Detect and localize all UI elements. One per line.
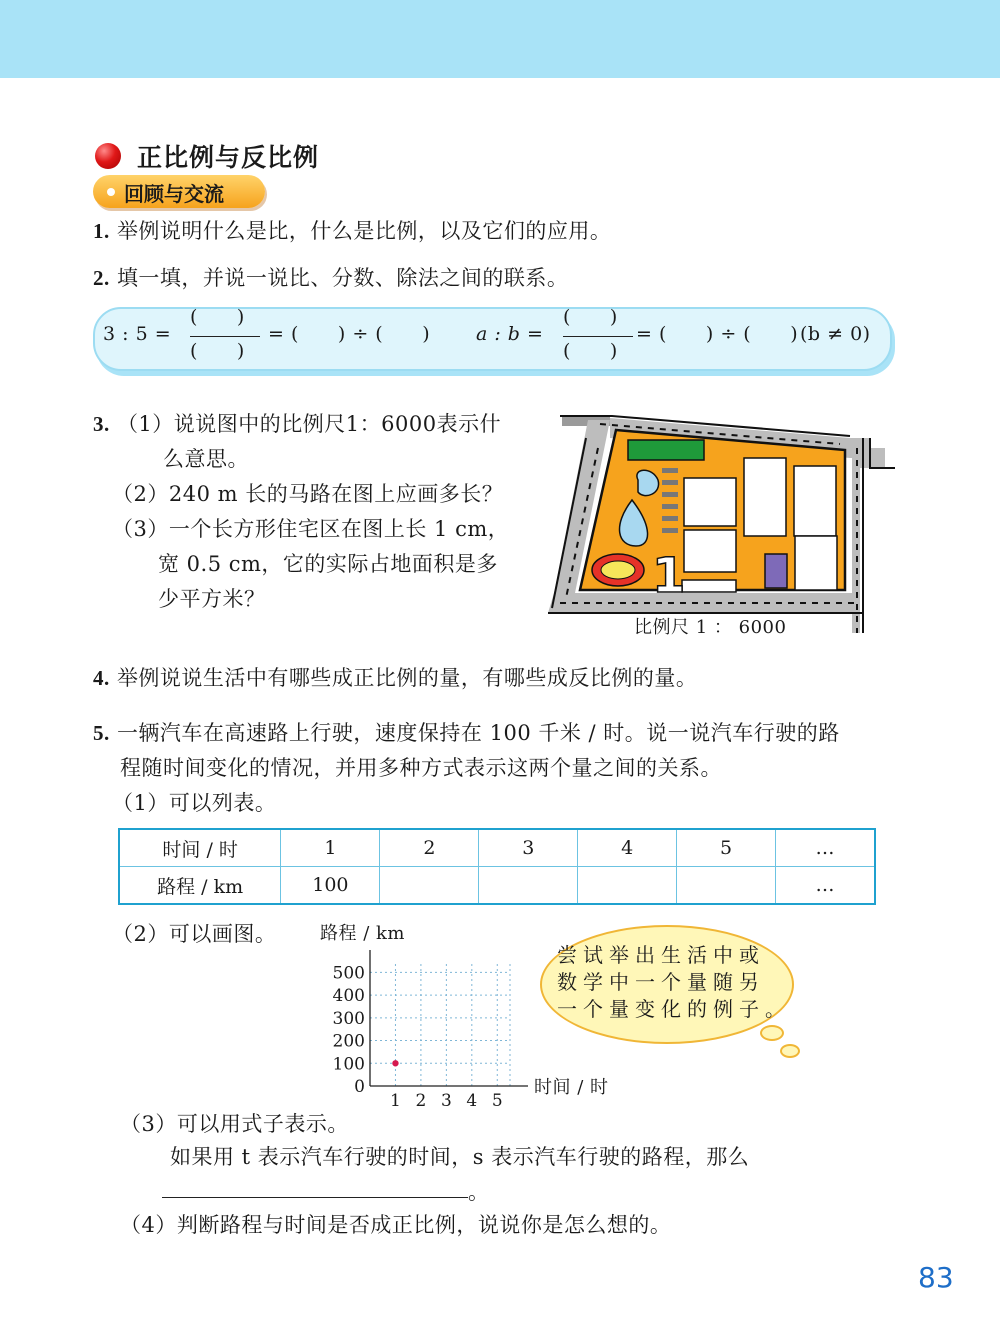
page-number: 83	[918, 1261, 954, 1294]
q3-line-1	[93, 412, 501, 437]
y-tick-label: 400	[332, 986, 365, 1007]
map-building-3	[794, 466, 836, 536]
table-cell[interactable]	[677, 867, 776, 905]
thought-line-2: 数学中一个量随另	[557, 970, 765, 994]
q5-line-2: 程随时间变化的情况，并用多种方式表示这两个量之间的关系。	[120, 756, 722, 780]
table-cell: …	[775, 867, 875, 905]
data-point	[392, 1060, 398, 1066]
map-building-4	[684, 530, 736, 572]
q5-part-4: （4）判断路程与时间是否成正比例，说说你是怎么想的。	[120, 1213, 672, 1237]
q3-number: 3.	[93, 412, 110, 436]
map-building-2	[744, 458, 786, 536]
table-cell[interactable]: 100	[281, 867, 380, 905]
eq-left-numerator: ( )	[190, 306, 245, 328]
x-tick-label: 2	[415, 1091, 427, 1110]
q5-part-3: （3）可以用式子表示。	[120, 1112, 349, 1136]
thought-bubble-tiny	[780, 1044, 800, 1058]
answer-line-end: 。	[468, 1180, 490, 1204]
q4-text: 举例说说生活中有哪些成正比例的量，有哪些成反比例的量。	[116, 666, 698, 690]
y-tick-label: 200	[332, 1031, 365, 1052]
eq-right-numerator: ( )	[563, 306, 618, 328]
map-numeral: 1	[652, 548, 686, 604]
map-building-6	[795, 536, 837, 590]
section-bullet-icon	[95, 143, 121, 169]
eq-right-denominator: ( )	[563, 340, 618, 362]
answer-line[interactable]	[162, 1197, 468, 1198]
map-building-5	[682, 580, 736, 592]
q3-sub1: （1）说说图中的比例尺1：6000表示什	[116, 412, 502, 436]
q2-text: 填一填，并说一说比、分数、除法之间的联系。	[116, 266, 569, 290]
eq-left-fraction-bar	[190, 336, 260, 337]
map-bench-2	[662, 480, 678, 485]
question-4	[93, 666, 697, 691]
q3-line-2: 么意思。	[163, 447, 249, 471]
question-1	[93, 219, 611, 244]
map-scale-label: 比例尺 1 ： 6000	[634, 617, 787, 638]
y-tick-label: 0	[354, 1077, 365, 1097]
pill-dot-icon	[107, 188, 115, 196]
chart-y-label: 路程 / km	[320, 923, 405, 944]
q3-line-5: 宽 0.5 cm，它的实际占地面积是多	[158, 552, 498, 576]
q1-number: 1.	[93, 219, 110, 243]
map-bench-4	[662, 504, 678, 509]
q5-line-1	[93, 721, 840, 746]
thought-line-3: 一个量变化的例子。	[557, 997, 791, 1021]
table-cell[interactable]	[578, 867, 677, 905]
q5-part-3-text: 如果用 t 表示汽车行驶的时间，s 表示汽车行驶的路程，那么	[170, 1145, 750, 1169]
x-tick-label: 4	[466, 1091, 478, 1110]
table-cell: 3	[479, 829, 578, 867]
eq-condition: (b ≠ 0)	[800, 323, 871, 345]
section-subtitle: 回顾与交流	[124, 182, 224, 206]
table-cell[interactable]	[380, 867, 479, 905]
table-cell: …	[775, 829, 875, 867]
y-tick-label: 500	[332, 963, 365, 984]
map-green-field	[628, 440, 704, 460]
eq-right-division: = ( ) ÷ ( )	[636, 323, 799, 345]
section-title: 正比例与反比例	[137, 143, 320, 172]
table-cell: 5	[677, 829, 776, 867]
time-distance-table	[118, 828, 876, 905]
eq-left-denominator: ( )	[190, 340, 245, 362]
table-cell[interactable]	[479, 867, 578, 905]
question-2	[93, 266, 568, 291]
x-tick-label: 1	[390, 1091, 401, 1110]
map-track-field	[601, 561, 635, 579]
map-purple-building	[765, 554, 787, 588]
table-cell: 路程 / km	[119, 867, 281, 905]
q3-line-4: （3）一个长方形住宅区在图上长 1 cm，	[112, 517, 510, 541]
q4-number: 4.	[93, 666, 110, 690]
x-tick-label: 3	[440, 1091, 452, 1110]
map-bench-5	[662, 516, 678, 521]
table-row	[119, 829, 875, 867]
table-cell: 2	[380, 829, 479, 867]
y-tick-label: 100	[332, 1054, 365, 1075]
chart-x-label: 时间 / 时	[534, 1077, 609, 1098]
q3-line-6: 少平方米？	[158, 587, 266, 611]
map-building-1	[684, 478, 736, 526]
thought-bubble-small	[760, 1025, 784, 1041]
table-cell: 时间 / 时	[119, 829, 281, 867]
eq-left-division: = ( ) ÷ ( )	[268, 323, 431, 345]
map-bench-1	[662, 468, 678, 473]
q1-text: 举例说明什么是比，什么是比例，以及它们的应用。	[116, 219, 612, 243]
table-cell: 4	[578, 829, 677, 867]
table-cell: 1	[281, 829, 380, 867]
map-bench-6	[662, 528, 678, 533]
eq-left-prefix: 3 : 5 =	[103, 323, 172, 345]
q5-part-2: （2）可以画图。	[112, 922, 277, 946]
table-row	[119, 867, 875, 905]
map-bench-3	[662, 492, 678, 497]
top-banner	[0, 0, 1000, 78]
q5-number: 5.	[93, 721, 110, 745]
map-illustration	[540, 408, 900, 643]
q3-line-3: （2）240 m 长的马路在图上应画多长？	[112, 482, 504, 506]
q5-text-1: 一辆汽车在高速路上行驶，速度保持在 100 千米 / 时。说一说汽车行驶的路	[116, 721, 840, 745]
eq-right-prefix: a : b =	[476, 323, 544, 345]
distance-time-chart	[300, 950, 540, 1110]
x-tick-label: 5	[491, 1091, 503, 1110]
thought-line-1: 尝试举出生活中或	[557, 943, 765, 967]
q2-number: 2.	[93, 266, 110, 290]
eq-right-fraction-bar	[563, 336, 633, 337]
y-tick-label: 300	[332, 1008, 365, 1029]
q5-part-1: （1）可以列表。	[112, 791, 277, 815]
